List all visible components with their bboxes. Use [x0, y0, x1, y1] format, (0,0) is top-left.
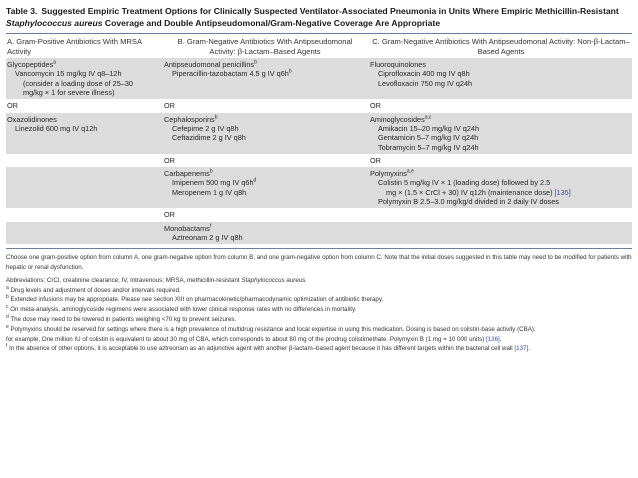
- footnote-text: Extended infusions may be appropriate. Please see section XIII on pharmacokinetic/pharmacodynamic optimization of antibiotic therapy.: [10, 296, 384, 304]
- reference-link[interactable]: [135]: [554, 187, 571, 197]
- empty-cell: [366, 208, 632, 221]
- drug-dose: Vancomycin 15 mg/kg IV q8–12h: [15, 69, 122, 79]
- footnote-mark: b: [209, 168, 213, 175]
- footnote-text: In the absence of other options, it is acceptable to use aztreonam as an adjunctive agent with another β-lactam–based agent because it has different targets within the bacterial cell wall: [9, 345, 513, 353]
- cell-b-cephalosporins: [162, 113, 366, 154]
- cell-b-carbapenems: [162, 167, 366, 208]
- cell-a-glycopeptides: [6, 58, 162, 99]
- or-label: OR: [7, 101, 18, 111]
- cell-c-fluoroquinolones: [366, 58, 632, 99]
- cell-b-monobactams: [162, 222, 366, 245]
- empty-cell: [6, 154, 162, 167]
- drug-dose: Tobramycin 5–7 mg/kg IV q24h: [378, 142, 479, 152]
- cell-a-oxazolidinones: [6, 113, 162, 154]
- drug-dose: Gentamicin 5–7 mg/kg IV q24h: [378, 133, 479, 143]
- cell-b-penicillins: [162, 58, 366, 99]
- footnote-text: On meta-analysis, aminoglycoside regimens were associated with lower clinical response rates with no differences in mortality.: [10, 306, 357, 314]
- header-column-c: C. Gram-Negative Antibiotics With Antipseudomonal Activity: Non-β-Lactam–Based Agents: [372, 37, 630, 56]
- table-header-row: [6, 34, 632, 58]
- reference-link[interactable]: [137]: [514, 345, 529, 353]
- drug-dose: Ceftazidime 2 g IV q8h: [172, 133, 246, 143]
- footnote-mark: a,c: [424, 114, 432, 121]
- caption-line-1: [6, 6, 632, 18]
- drug-class-title: Polymyxins: [370, 169, 407, 179]
- caption-organism: Staphylococcus aureus: [6, 17, 103, 28]
- footnote-b: [6, 295, 632, 305]
- drug-class-title: Oxazolidinones: [7, 114, 57, 124]
- drug-dose-note: mg/kg × 1 for severe illness): [23, 88, 115, 98]
- footnote-d: [6, 315, 632, 325]
- empty-cell: [6, 167, 162, 208]
- table-footnotes: [6, 253, 632, 354]
- drug-dose: Levofloxacin 750 mg IV q24h: [378, 78, 473, 88]
- header-column-b: B. Gram-Negative Antibiotics With Antipseudomonal Activity: β-Lactam–Based Agents: [177, 37, 353, 56]
- drug-dose: Ciprofloxacin 400 mg IV q8h: [378, 69, 470, 79]
- header-column-a: A. Gram-Positive Antibiotics With MRSA Activity: [7, 37, 142, 56]
- empty-cell: [366, 222, 632, 245]
- caption-title-rest: Coverage and Double Antipseudomonal/Gram-Negative Coverage Are Appropriate: [104, 17, 441, 28]
- drug-dose: Cefepime 2 g IV q8h: [172, 123, 239, 133]
- drug-class-title: Carbapenems: [164, 169, 210, 179]
- table-bottom-rule: [6, 248, 632, 249]
- footnote-mark: a: [6, 284, 9, 291]
- drug-class-title: Aminoglycosides: [370, 114, 425, 124]
- or-label: OR: [370, 101, 381, 111]
- drug-dose-note: (consider a loading dose of 25–30: [23, 78, 133, 88]
- footnote-e: [6, 325, 632, 335]
- footnote-mark: f: [209, 223, 212, 230]
- drug-class-title: Monobactams: [164, 223, 210, 233]
- caption-title: Suggested Empiric Treatment Options for Clinically Suspected Ventilator-Associated Pneumonia in Units Where Empiric Methicillin-Resistant: [41, 6, 619, 16]
- table-number: Table 3.: [6, 6, 38, 16]
- drug-dose: Imipenem 500 mg IV q6h: [172, 178, 254, 188]
- footnote-mark: d: [253, 178, 257, 185]
- table-row: [6, 58, 632, 99]
- empty-cell: [6, 222, 162, 245]
- drug-dose: Amikacin 15–20 mg/kg IV q24h: [378, 123, 479, 133]
- drug-dose: mg × (1.5 × CrCl + 30) IV q12h (maintenance dose): [386, 187, 553, 197]
- footnote-c: [6, 305, 632, 315]
- table-page: [6, 6, 632, 354]
- footnote-a: [6, 286, 632, 296]
- footnote-mark: a: [53, 59, 57, 66]
- abbreviations-organism: Staphylococcus aureus.: [241, 276, 308, 284]
- or-label: OR: [370, 155, 381, 165]
- table-caption: [6, 6, 632, 29]
- drug-dose: Polymyxin B 2.5–3.0 mg/kg/d divided in 2 daily IV doses: [378, 197, 559, 207]
- table-row: [6, 167, 632, 208]
- footnote-mark: b: [214, 114, 218, 121]
- drug-class-title: Antipseudomonal penicillins: [164, 60, 255, 70]
- drug-dose: Meropenem 1 g IV q8h: [172, 187, 247, 197]
- reference-link[interactable]: [136]: [485, 335, 500, 343]
- or-label: OR: [164, 155, 175, 165]
- drug-class-title: Cephalosporins: [164, 114, 215, 124]
- footnote-mark: a,e: [406, 168, 414, 175]
- abbreviations-text: Abbreviations: CrCl, creatinine clearance; IV, intravenous; MRSA, methicillin-resistant: [6, 276, 240, 284]
- table-row-or: [6, 154, 632, 167]
- cell-c-polymyxins: [366, 167, 632, 208]
- footnote-mark: f: [6, 343, 8, 350]
- drug-dose: Linezolid 600 mg IV q12h: [15, 123, 98, 133]
- table-row-or: [6, 99, 632, 112]
- footnote-mark: b: [6, 294, 9, 301]
- footnote-mark: b: [288, 69, 292, 76]
- table-row: [6, 222, 632, 245]
- table-row-or: [6, 208, 632, 221]
- footnote-text: for example, One million IU of colistin is equivalent to about 30 mg of CBA, which corresponds to about 80 mg of the prodrug colistimethate. Polymyxin B (1 mg = 10 000 units): [6, 335, 485, 343]
- footnote-text: Drug levels and adjustment of doses and/or intervals required.: [10, 286, 181, 294]
- footnote-mark: e: [6, 323, 9, 330]
- drug-dose: Aztreonam 2 g IV q8h: [172, 232, 243, 242]
- footnote-abbreviations: [6, 276, 632, 286]
- drug-class-title: Fluoroquinolones: [370, 60, 426, 70]
- footnote-mark: c: [6, 304, 9, 311]
- or-label: OR: [164, 210, 175, 220]
- caption-line-2: [6, 18, 632, 30]
- drug-dose: Piperacillin-tazobactam 4.5 g IV q6h: [172, 69, 289, 79]
- footnote-f: $^f$ In the absence of other options, it is acceptable to use aztreonam as an adjunctive agent with another β-lactam–based agent because it has different targets within the bacterial cell wall [137].: [6, 343, 530, 353]
- footnote-e-cont: for example, One million IU of colistin is equivalent to about 30 mg of CBA, which corresponds to about 80 mg of the prodrug colistimethate. Polymyxin B (1 mg = 10 000 units) [136].: [6, 335, 502, 343]
- empty-cell: [6, 208, 162, 221]
- or-label: OR: [164, 101, 175, 111]
- drug-class-title: Glycopeptides: [7, 60, 54, 70]
- drug-dose: Colistin 5 mg/kg IV × 1 (loading dose) followed by 2.5: [378, 178, 551, 188]
- footnote-text: The dose may need to be lowered in patients weighing <70 kg to prevent seizures.: [10, 316, 237, 324]
- footnote-text: Polymyxins should be reserved for settings where there is a high prevalence of multidrug resistance and local expertise in using this medication. Dosing is based on colistin-base activity (CBA);: [10, 325, 536, 333]
- table-row: [6, 113, 632, 154]
- footnote-intro: Choose one gram-positive option from column A, one gram-negative option from column B, and one gram-negative option from column C. Note that the initial doses suggested in this table may need to be modified for patients with hepatic or renal dysfunction.: [6, 254, 632, 272]
- cell-c-aminoglycosides: [366, 113, 632, 154]
- footnote-mark: d: [6, 313, 9, 320]
- footnote-mark: b: [254, 59, 257, 66]
